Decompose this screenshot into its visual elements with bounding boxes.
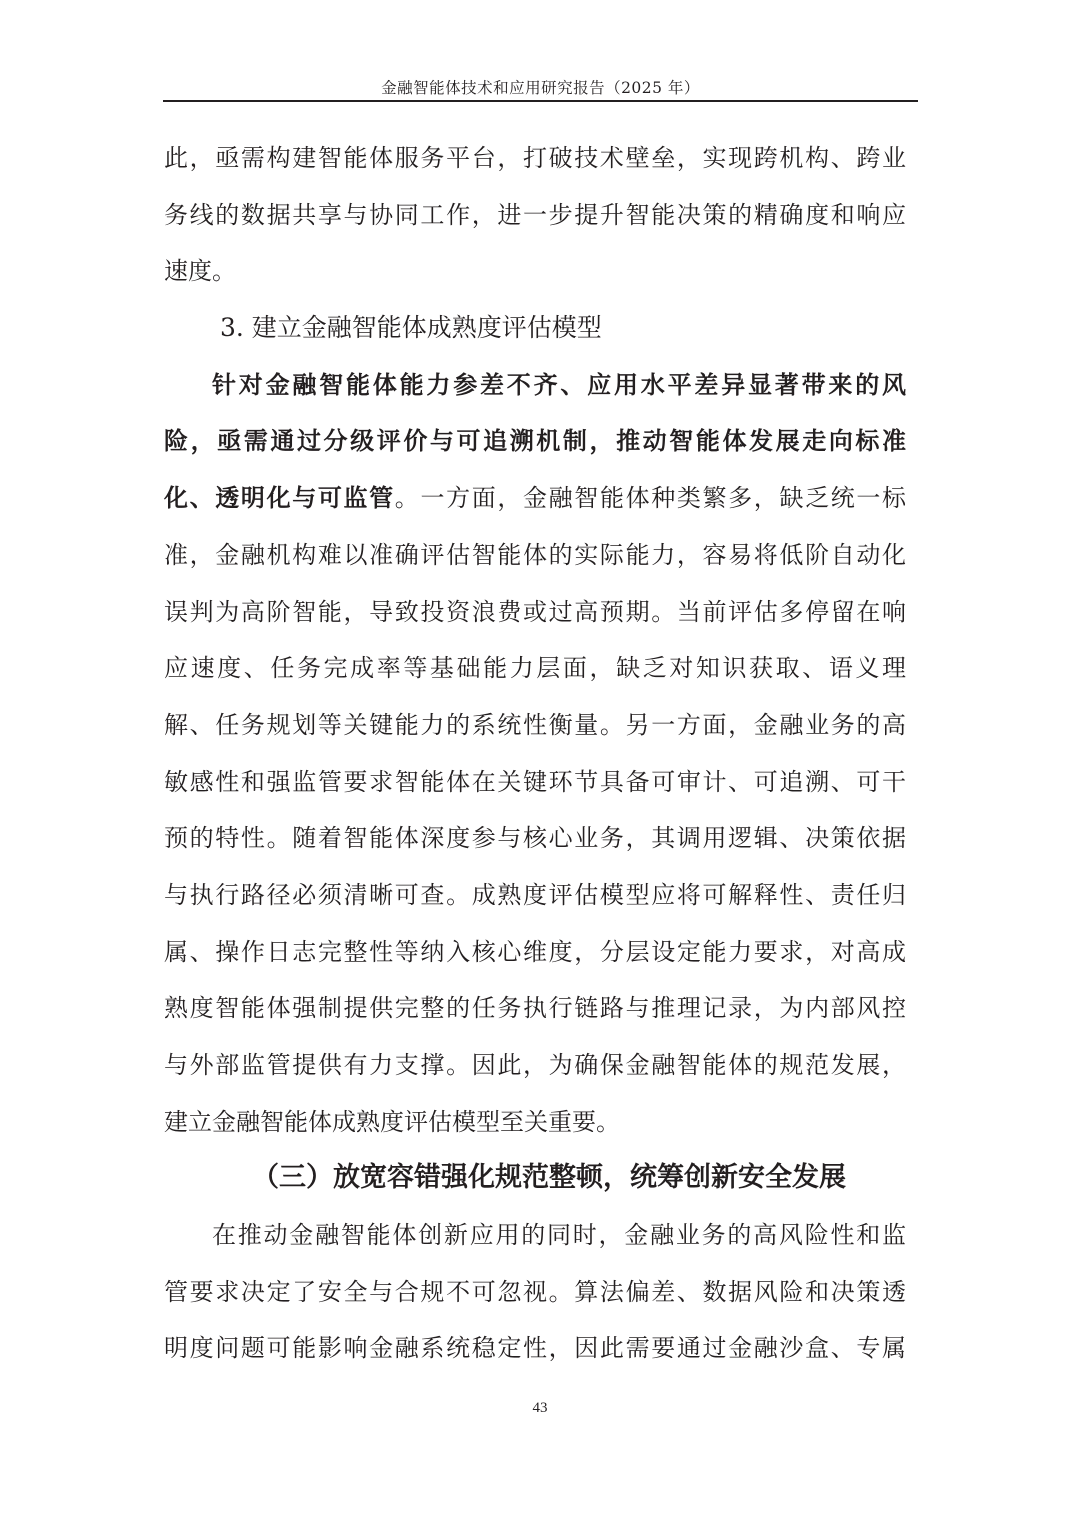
mixed-line bbox=[164, 470, 906, 527]
page-body bbox=[164, 130, 906, 1377]
body-line-continuation: 。一方面，金融智能体种类繁多，缺乏统一标 bbox=[394, 484, 907, 513]
body-line-16: 熟度智能体强制提供完整的任务执行链路与推理记录，为内部风控 bbox=[164, 994, 906, 1023]
body-line-10: 应速度、任务完成率等基础能力层面，缺乏对知识获取、语义理 bbox=[164, 654, 906, 683]
body-line-13: 预的特性。随着智能体深度参与核心业务，其调用逻辑、决策依据 bbox=[164, 824, 906, 853]
body-line-17: 与外部监管提供有力支撑。因此，为确保金融智能体的规范发展， bbox=[164, 1051, 906, 1079]
body-line-14: 与执行路径必须清晰可查。成熟度评估模型应将可解释性、责任归 bbox=[164, 880, 906, 909]
body-line-9: 误判为高阶智能，导致投资浪费或过高预期。当前评估多停留在响 bbox=[164, 597, 906, 626]
body-line-22: 明度问题可能影响金融系统稳定性，因此需要通过金融沙盒、专属 bbox=[164, 1334, 906, 1363]
body-line-18: 建立金融智能体成熟度评估模型至关重要。 bbox=[164, 1107, 620, 1136]
bold-thesis-line-1: 针对金融智能体能力参差不齐、应用水平差异显著带来的风 bbox=[212, 370, 906, 399]
bold-thesis-line-2: 险，亟需通过分级评价与可追溯机制，推动智能体发展走向标准 bbox=[164, 427, 906, 456]
header-rule bbox=[163, 100, 918, 102]
body-line-11: 解、任务规划等关键能力的系统性衡量。另一方面，金融业务的高 bbox=[164, 710, 906, 739]
section-heading: （三）放宽容错强化规范整顿，统筹创新安全发展 bbox=[252, 1162, 846, 1194]
body-line-1: 此，亟需构建智能体服务平台，打破技术壁垒，实现跨机构、跨业 bbox=[164, 144, 906, 172]
body-line-3: 速度。 bbox=[164, 257, 236, 286]
body-line-2: 务线的数据共享与协同工作，进一步提升智能决策的精确度和响应 bbox=[164, 200, 906, 229]
subsection-heading: 3. 建立金融智能体成熟度评估模型 bbox=[220, 313, 602, 343]
body-line-8: 准，金融机构难以准确评估智能体的实际能力，容易将低阶自动化 bbox=[164, 540, 906, 569]
body-line-20: 在推动金融智能体创新应用的同时，金融业务的高风险性和监 bbox=[212, 1221, 906, 1250]
bold-thesis-end: 化、透明化与可监管 bbox=[164, 484, 395, 513]
body-line-15: 属、操作日志完整性等纳入核心维度，分层设定能力要求，对高成 bbox=[164, 937, 906, 966]
body-line-12: 敏感性和强监管要求智能体在关键环节具备可审计、可追溯、可干 bbox=[164, 767, 906, 796]
page-number: 43 bbox=[532, 1400, 548, 1416]
body-line-21: 管要求决定了安全与合规不可忽视。算法偏差、数据风险和决策透 bbox=[164, 1277, 906, 1306]
running-header: 金融智能体技术和应用研究报告（2025 年） bbox=[381, 79, 700, 97]
